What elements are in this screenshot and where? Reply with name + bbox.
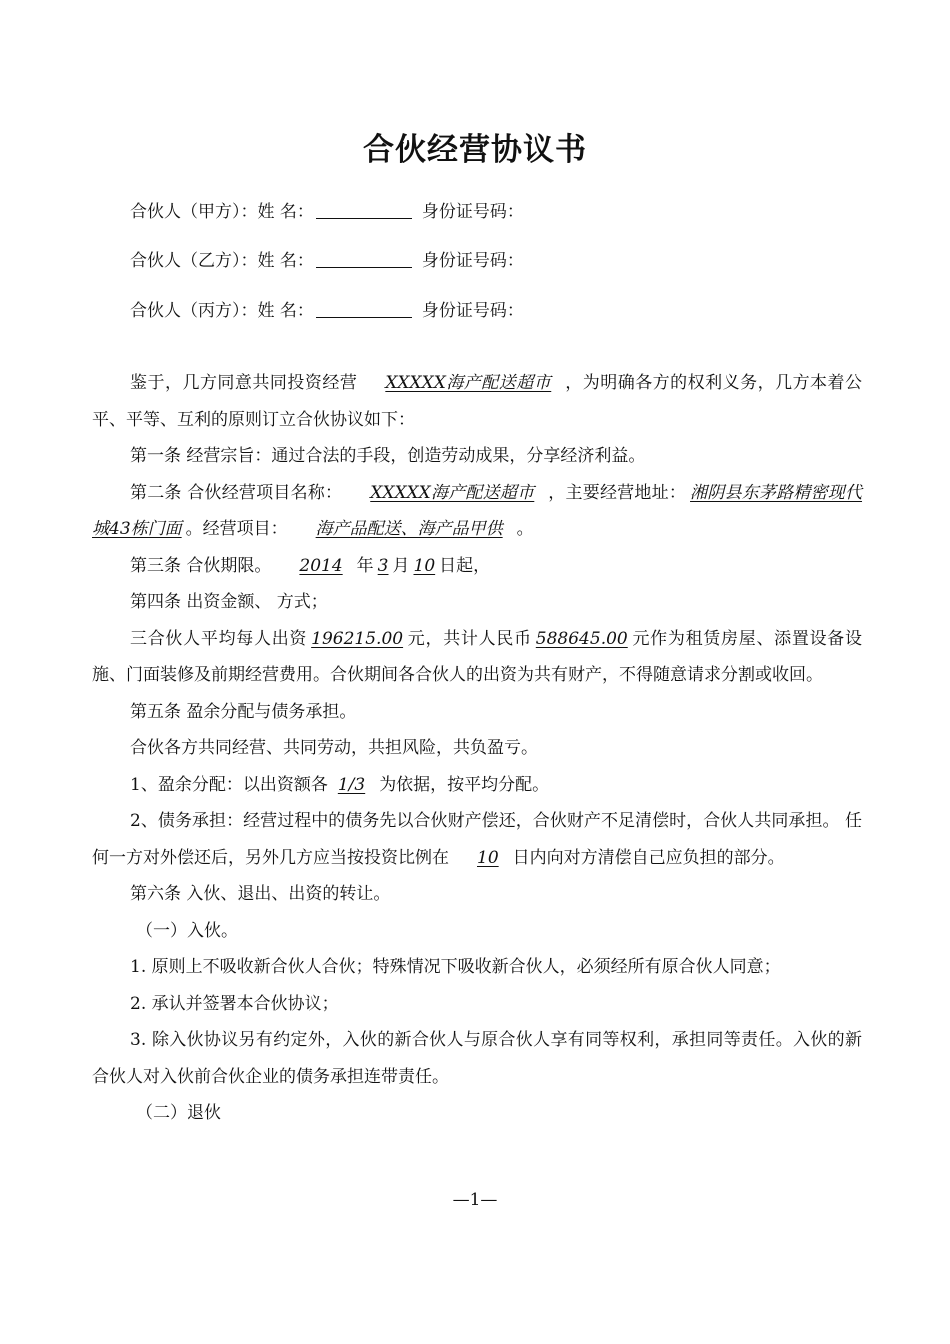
page-number: —1— <box>452 1190 498 1210</box>
article-6-sub-2: （二）退伙 <box>136 1103 221 1123</box>
article-2 <box>92 475 862 548</box>
article-4-text-1: 三合伙人平均每人出资 <box>130 628 308 649</box>
article-5-intro: 合伙各方共同经营、共同劳动，共担风险，共负盈亏。 <box>130 738 538 758</box>
article-4-contribution <box>92 621 862 694</box>
party-a-label: 合伙人（甲方）：姓 名： <box>130 202 314 222</box>
year-label: 年 <box>356 555 374 576</box>
article-6-heading: 第六条 入伙、退出、出资的转让。 <box>130 884 391 904</box>
party-c-line <box>130 296 524 321</box>
party-b-line <box>130 246 524 271</box>
party-a-name-blank <box>316 202 412 219</box>
party-b-label: 合伙人（乙方）：姓 名： <box>130 251 314 271</box>
article-6-item-1: 1. 原则上不吸收新合伙人合伙；特殊情况下吸收新合伙人，必须经所有原合伙人同意； <box>130 957 781 977</box>
start-month-fill: 3 <box>377 555 389 576</box>
party-b-name-blank <box>316 251 412 268</box>
profit-ratio-fill: 1/3 <box>337 774 366 795</box>
agreement-body <box>92 365 862 1132</box>
article-4-text-2: 元，共计人民币 <box>407 628 532 649</box>
article-5-heading: 第五条 盈余分配与债务承担。 <box>130 701 357 722</box>
business-items-fill: 海产品配送、海产品甲供 <box>315 519 503 539</box>
article-2-text-4: 。 <box>516 519 534 539</box>
business-name-fill: XXXXX海产配送超市 <box>385 373 552 393</box>
party-a-line <box>130 197 524 222</box>
party-c-label: 合伙人（丙方）：姓 名： <box>130 301 314 321</box>
debt-text-1: 2、债务承担：经营过程中的债务先以合伙财产偿还，合伙财产不足清偿时，合伙人共同承担。 任何一方对外偿还后，另外几方应当按投资比例在 <box>92 811 862 868</box>
article-5-profit <box>92 767 862 804</box>
article-3 <box>92 548 862 585</box>
party-a-id-label: 身份证号码： <box>421 202 524 222</box>
article-6-item-2: 2. 承认并签署本合伙协议； <box>130 993 339 1014</box>
each-contribution-fill: 196215.00 <box>311 628 404 649</box>
total-contribution-fill: 588645.00 <box>535 628 628 649</box>
preamble-text-1: 鉴于，几方同意共同投资经营 <box>130 373 358 393</box>
preamble-text-2: ，为明确各方的权利义务，几方本着公平、平等、互利的原则订立合伙协议如下： <box>92 373 863 430</box>
article-5-debt <box>92 803 862 876</box>
article-1: 第一条 经营宗旨：通过合法的手段，创造劳动成果，分享经济利益。 <box>130 446 646 466</box>
start-day-fill: 10 <box>413 555 436 576</box>
debt-text-2: 日内向对方清偿自己应负担的部分。 <box>512 847 785 868</box>
article-4-heading: 第四条 出资金额、 方式； <box>130 592 328 612</box>
party-c-id-label: 身份证号码： <box>421 301 524 321</box>
article-2-text-1: 第二条 合伙经营项目名称： <box>130 482 343 503</box>
month-label: 月 <box>392 555 410 576</box>
party-b-id-label: 身份证号码： <box>421 251 524 271</box>
article-2-text-3: 。经营项目： <box>185 519 288 539</box>
article-2-text-2: ，主要经营地址： <box>548 482 687 503</box>
start-year-fill: 2014 <box>299 555 343 576</box>
preamble-paragraph <box>92 365 862 438</box>
profit-text-1: 1、盈余分配：以出资额各 <box>130 774 328 795</box>
party-c-name-blank <box>316 301 412 318</box>
project-name-fill: XXXXX海产配送超市 <box>370 482 535 503</box>
article-6-item-3: 3. 除入伙协议另有约定外，入伙的新合伙人与原合伙人享有同等权利，承担同等责任。入伙的新合伙人对入伙前合伙企业的债务承担连带责任。 <box>92 1030 862 1087</box>
address-fill: 湘阴县东茅路精密现代城43栋门面 <box>92 482 863 539</box>
article-4-text-3: 元作为租赁房屋、添置设备设施、门面装修及前期经营费用。合伙期间各合伙人的出资为共有财产，不得随意请求分割或收回。 <box>92 628 863 685</box>
article-3-text-1: 第三条 合伙期限。 <box>130 555 272 576</box>
day-label: 日起， <box>439 555 491 576</box>
repay-days-fill: 10 <box>477 847 499 868</box>
profit-text-2: 为依据，按平均分配。 <box>379 774 550 795</box>
article-6-sub-1: （一）入伙。 <box>136 920 238 941</box>
document-title: 合伙经营协议书 <box>363 132 587 168</box>
